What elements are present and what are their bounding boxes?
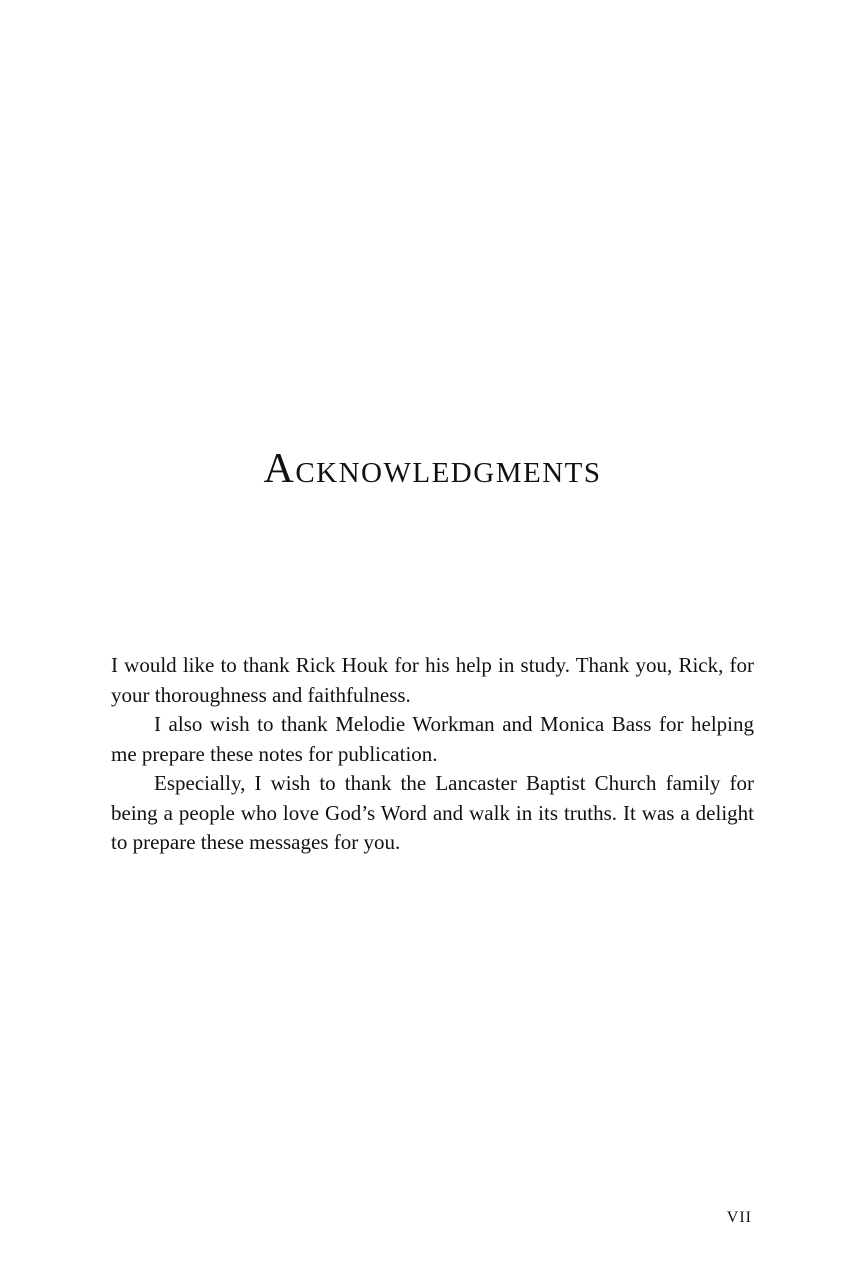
page-number: VII bbox=[726, 1209, 752, 1226]
acknowledgments-body bbox=[111, 651, 754, 858]
paragraph-3: Especially, I wish to thank the Lancaster Baptist Church family for being a people who love God’s Word and walk in its truths. It was a delight to prepare these messages for you. bbox=[111, 771, 754, 854]
page-title: Acknowledgments bbox=[263, 446, 602, 493]
paragraph-1: I would like to thank Rick Houk for his help in study. Thank you, Rick, for your thoroughness and faithfulness. bbox=[111, 653, 754, 707]
paragraph-2: I also wish to thank Melodie Workman and Monica Bass for helping me prepare these notes for publication. bbox=[111, 712, 754, 766]
